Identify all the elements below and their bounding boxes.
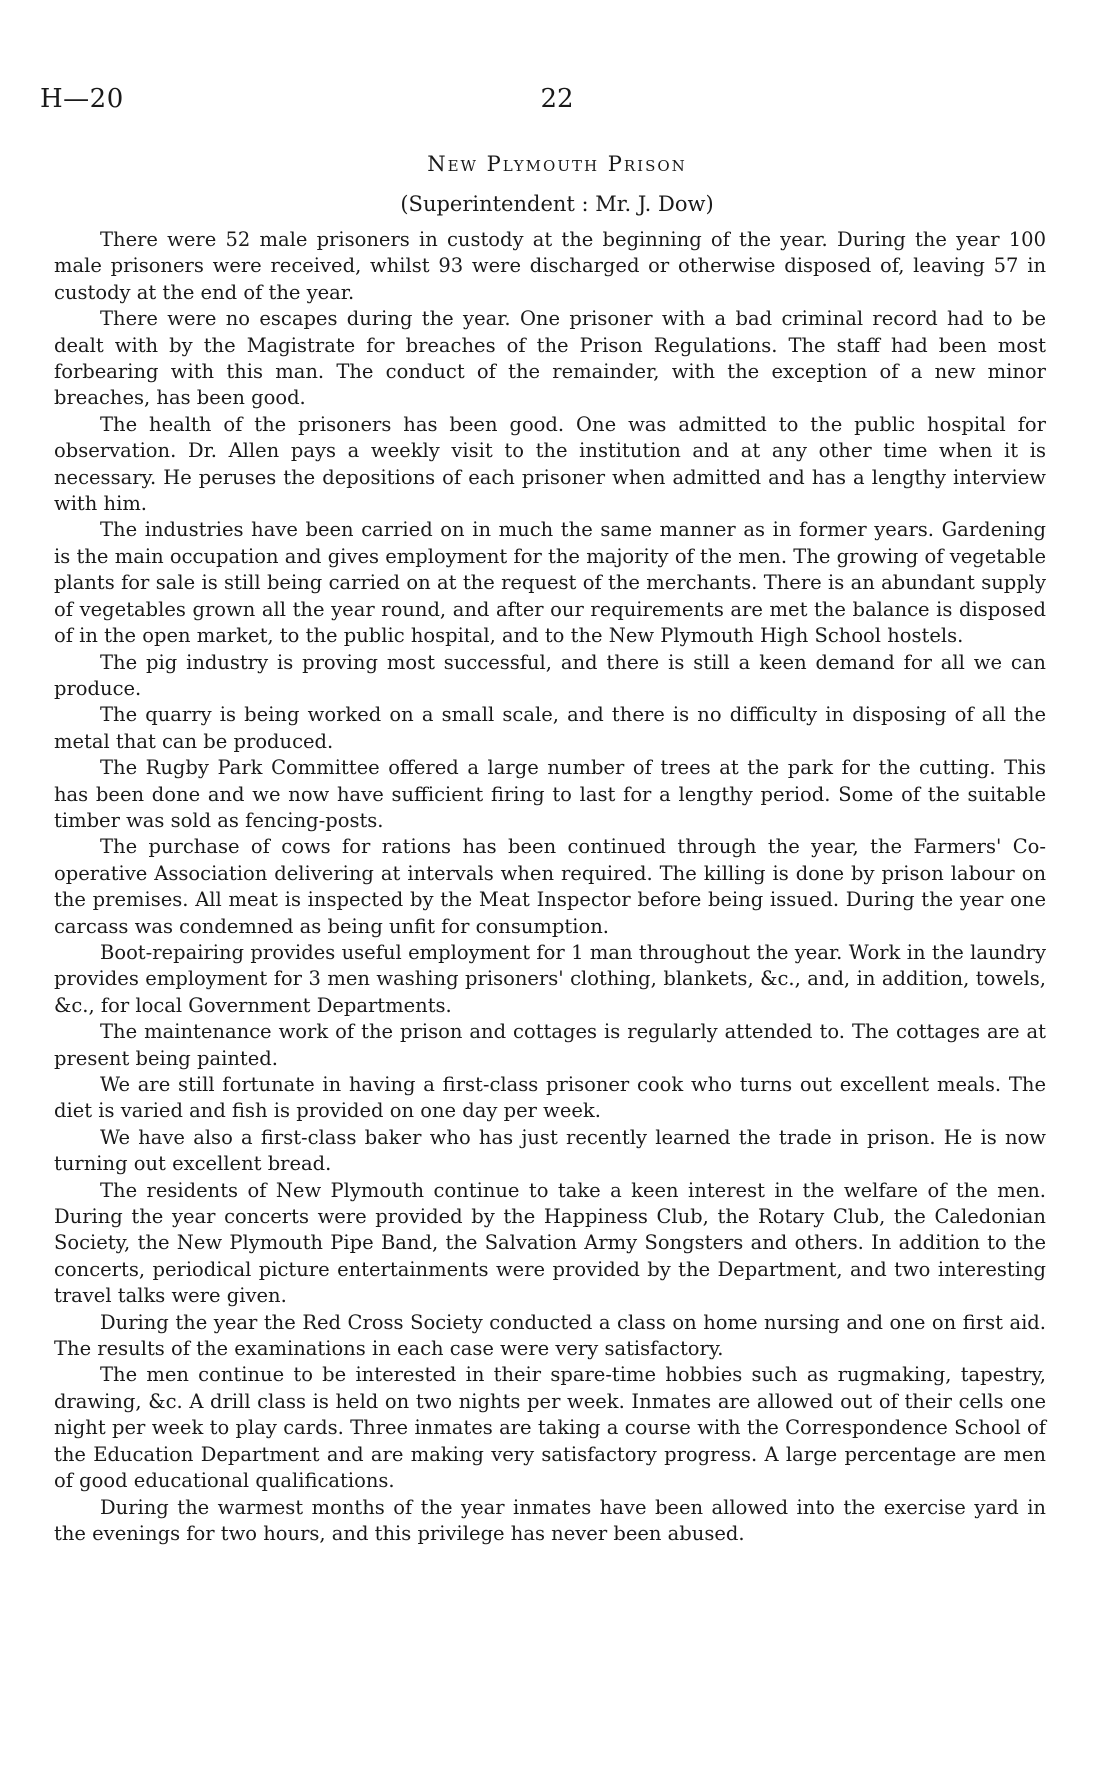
paragraph-boot-repairing: Boot-repairing provides useful employment for 1 man throughout the year. Work in the laundry provides employment for 3 men washing prisoners' clothing, blankets, &c., and, in addition, towels, &c., for local Government Departments. [54, 940, 1046, 1017]
report-body [54, 227, 1046, 1547]
paragraph-cows-rations: The purchase of cows for rations has been continued through the year, the Farmers' Co-operative Association delivering at intervals when required. The killing is done by prison labour on the premises. All meat is inspected by the Meat Inspector before being issued. During the year one carcass was condemned as being unfit for consumption. [54, 835, 1046, 938]
paragraph-exercise-yard: During the warmest months of the year inmates have been allowed into the exercise yard in the evenings for two hours, and this privilege has never been abused. [54, 1495, 1046, 1545]
document-reference: H—20 [40, 84, 124, 114]
paragraph-rugby-park: The Rugby Park Committee offered a large number of trees at the park for the cutting. This has been done and we now have sufficient firing to last for a lengthy period. Some of the suitable timber was sold as fencing-posts. [54, 756, 1046, 832]
paragraph-baker: We have also a first-class baker who has just recently learned the trade in prison. He is now turning out excellent bread. [54, 1125, 1046, 1176]
paragraph-welfare: The residents of New Plymouth continue to take a keen interest in the welfare of the men. During the year concerts were provided by the Happiness Club, the Rotary Club, the Caledonian Society, the New Plymouth Pipe Band, the Salvation Army Songsters and others. In addition to the concerts, periodical picture entertainments were provided by the Department, and two interesting travel talks were given. [54, 1178, 1046, 1308]
paragraph-escapes-conduct: There were no escapes during the year. One prisoner with a bad criminal record had to be dealt with by the Magistrate for breaches of the Prison Regulations. The staff had been most forbearing with this man. The conduct of the remainder, with the exception of a new minor breaches, has been good. [54, 307, 1046, 410]
paragraph-cook: We are still fortunate in having a first-class prisoner cook who turns out excellent meals. The diet is varied and fish is provided on one day per week. [54, 1073, 1046, 1123]
paragraph-health: The health of the prisoners has been good. One was admitted to the public hospital for observation. Dr. Allen pays a weekly visit to the institution and at any other time when it is necessary. He peruses the depositions of each prisoner when admitted and has a lengthy interview with him. [54, 412, 1046, 516]
paragraph-hobbies: The men continue to be interested in their spare-time hobbies such as rugmaking, tapestry, drawing, &c. A drill class is held on two nights per week. Inmates are allowed out of their cells one night per week to play cards. Three inmates are taking a course with the Correspondence School of the Education Department and are making very satisfactory progress. A large percentage are men of good educational qualifications. [54, 1363, 1046, 1493]
section-title: New Plymouth Prison [427, 152, 687, 176]
page-number: 22 [540, 84, 574, 114]
paragraph-quarry: The quarry is being worked on a small scale, and there is no difficulty in disposing of all the metal that can be produced. [54, 703, 1046, 753]
paragraph-pig-industry: The pig industry is proving most successful, and there is still a keen demand for all we can produce. [54, 650, 1046, 700]
paragraph-custody: There were 52 male prisoners in custody at the beginning of the year. During the year 100 male prisoners were received, whilst 93 were discharged or otherwise disposed of, leaving 57 in custody at the end of the year. [54, 228, 1046, 304]
section-subtitle: (Superintendent : Mr. J. Dow) [400, 192, 714, 216]
paragraph-maintenance: The maintenance work of the prison and cottages is regularly attended to. The cottages are at present being painted. [54, 1020, 1046, 1070]
paragraph-industries: The industries have been carried on in much the same manner as in former years. Gardening is the main occupation and gives employment for the majority of the men. The growing of vegetable plants for sale is still being carried on at the request of the merchants. There is an abundant supply of vegetables grown all the year round, and after our requirements are met the balance is disposed of in the open market, to the public hospital, and to the New Plymouth High School hostels. [54, 518, 1046, 648]
paragraph-red-cross: During the year the Red Cross Society conducted a class on home nursing and one on first aid. The results of the examinations in each case were very satisfactory. [54, 1310, 1046, 1361]
